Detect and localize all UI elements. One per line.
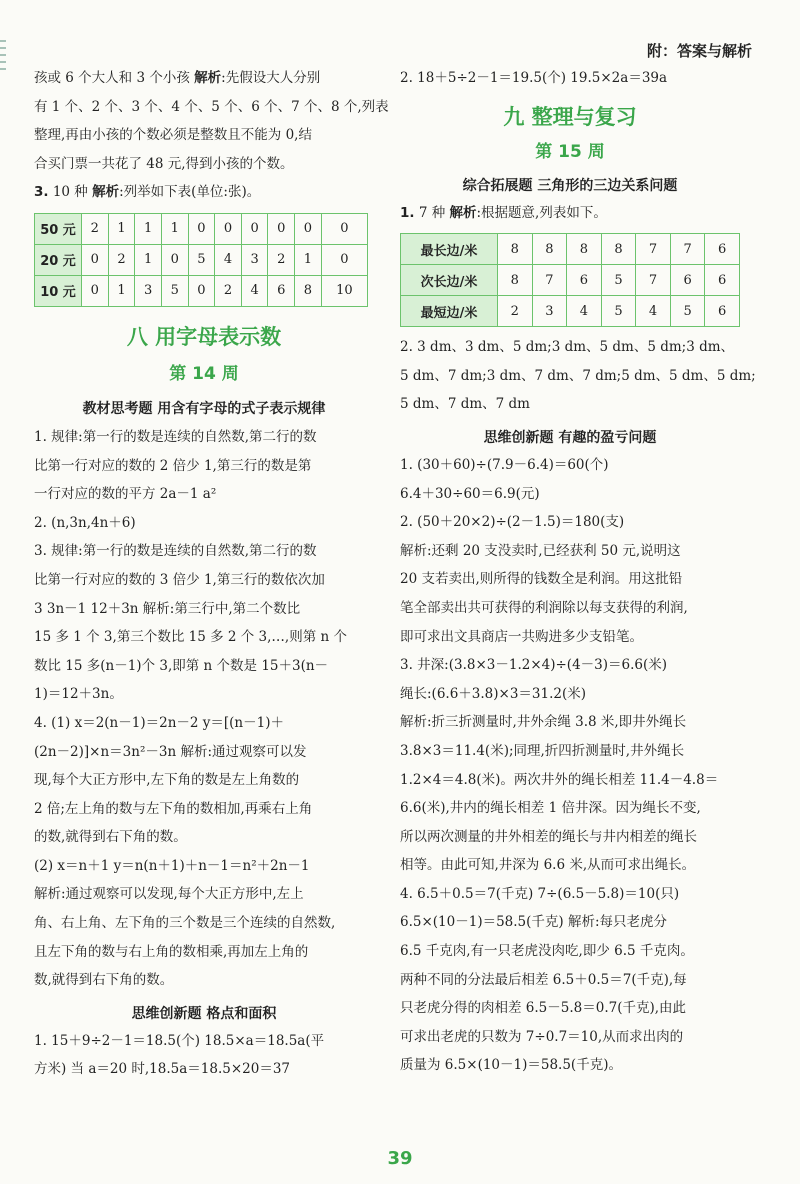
text-line: 的数,就得到右下角的数。 <box>34 829 187 846</box>
table-cell: 0 <box>268 213 295 244</box>
text-line: 质量为 6.5×(10－1)＝58.5(千克)。 <box>400 1057 622 1074</box>
table-cell: 8 <box>567 234 602 265</box>
text-line: 3. 10 种 解析:列举如下表(单位:张)。 <box>34 184 261 201</box>
text-line: 孩或 6 个大人和 3 个小孩 解析:先假设大人分别 <box>34 70 321 86</box>
right-column <box>400 64 756 1080</box>
table-cell: 8 <box>498 234 533 265</box>
text-line: 数,就得到右下角的数。 <box>34 972 174 989</box>
table-cell: 0 <box>241 213 268 244</box>
table-cell: 6 <box>705 265 740 296</box>
table-cell: 1 <box>108 275 135 306</box>
text-line: 相等。由此可知,井深为 6.6 米,从而可求出绳长。 <box>400 857 696 874</box>
table-cell: 2 <box>268 244 295 275</box>
text-line: 2. (50＋20×2)÷(2－1.5)＝180(支) <box>400 514 625 531</box>
table-cell: 2 <box>82 213 109 244</box>
text-line: 比第一行对应的数的 2 倍少 1,第三行的数是第 <box>34 457 312 474</box>
text-line: 6.4＋30÷60＝6.9(元) <box>400 485 540 502</box>
text-line: 2 倍;左上角的数与左下角的数相加,再乘右上角 <box>34 800 313 817</box>
section-title: 思维创新题 格点和面积 <box>131 1005 277 1022</box>
table-cell: 4 <box>567 296 602 327</box>
text-line: 1)＝12＋3n。 <box>34 686 123 703</box>
table-cell: 2 <box>215 275 242 306</box>
text-line: 只老虎分得的肉相差 6.5－5.8＝0.7(千克),由此 <box>400 1000 687 1017</box>
table-cell: 10 <box>321 275 367 306</box>
table-cell: 8 <box>498 265 533 296</box>
table-cell: 1 <box>295 244 322 275</box>
text-line: 6.6(米),井内的绳长相差 1 倍井深。因为绳长不变, <box>400 800 701 817</box>
table-cell: 5 <box>188 244 215 275</box>
text-line: 1.2×4＝4.8(米)。两次井外的绳长相差 11.4－4.8＝ <box>400 771 719 788</box>
page-header: 附：答案与解析 <box>646 42 752 60</box>
text-line: 一行对应的数的平方 2a－1 a² <box>34 486 217 503</box>
table-cell: 1 <box>135 213 162 244</box>
table-cell: 8 <box>295 275 322 306</box>
text-line: 角、右上角、左下角的三个数是三个连续的自然数, <box>34 915 336 932</box>
text-line: 3. 规律:第一行的数是连续的自然数,第二行的数 <box>34 543 317 560</box>
table-row <box>401 296 740 327</box>
text-line: 6.5 千克肉,有一只老虎没肉吃,即少 6.5 千克肉。 <box>400 943 694 960</box>
text-line: 1. 15＋9÷2－1＝18.5(个) 18.5×a＝18.5a(平 <box>34 1032 325 1049</box>
text-line: 2. 18＋5÷2－1＝19.5(个) 19.5×2a＝39a <box>400 70 668 86</box>
table-cell: 0 <box>82 275 109 306</box>
text-line: 15 多 1 个 3,第三个数比 15 多 2 个 3,…,则第 n 个 <box>34 629 347 646</box>
table-cell: 0 <box>321 244 367 275</box>
text-line: 解析:通过观察可以发现,每个大正方形中,左上 <box>34 886 304 903</box>
table-cell: 7 <box>636 234 671 265</box>
table-cell: 8 <box>532 234 567 265</box>
table-cell: 6 <box>705 296 740 327</box>
table-cell: 4 <box>215 244 242 275</box>
table-cell: 5 <box>670 296 705 327</box>
text-line: 所以两次测量的井外相差的绳长与井内相差的绳长 <box>400 828 697 845</box>
text-line: 4. 6.5＋0.5＝7(千克) 7÷(6.5－5.8)＝10(只) <box>400 885 680 902</box>
table-cell: 5 <box>601 296 636 327</box>
section-title: 思维创新题 有趣的盈亏问题 <box>483 429 657 446</box>
unit-title: 八 用字母表示数 <box>126 324 282 349</box>
text-line: (2n－2)]×n＝3n²－3n 解析:通过观察可以发 <box>34 743 307 760</box>
text-line: 3 3n－1 12＋3n 解析:第三行中,第二个数比 <box>34 600 301 617</box>
text-line: 即可求出文具商店一共购进多少支铅笔。 <box>400 628 643 645</box>
table-cell: 0 <box>161 244 188 275</box>
triangle-table <box>400 233 740 327</box>
text-line: 有 1 个、2 个、3 个、4 个、5 个、6 个、7 个、8 个,列表 <box>34 98 389 115</box>
table-cell: 3 <box>532 296 567 327</box>
row-header: 最长边/米 <box>401 234 498 265</box>
text-line: 且左下角的数与右上角的数相乘,再加左上角的 <box>34 943 309 960</box>
text-line: 5 dm、7 dm、7 dm <box>400 396 530 413</box>
text-line: 笔全部卖出共可获得的利润除以每支获得的利润, <box>400 599 688 616</box>
edge-marks <box>0 40 6 80</box>
text-line: 比第一行对应的数的 3 倍少 1,第三行的数依次加 <box>34 571 325 588</box>
right-text-block <box>400 333 756 419</box>
text-line: 1. 规律:第一行的数是连续的自然数,第二行的数 <box>34 428 317 445</box>
table-cell: 6 <box>705 234 740 265</box>
table-cell: 4 <box>241 275 268 306</box>
table-cell: 1 <box>135 244 162 275</box>
table-cell: 7 <box>636 265 671 296</box>
left-text-block-2 <box>34 1027 374 1084</box>
text-line: 4. (1) x＝2(n－1)＝2n－2 y＝[(n－1)＋ <box>34 714 284 731</box>
text-line: 绳长:(6.6＋3.8)×3＝31.2(米) <box>400 685 587 702</box>
table-cell: 2 <box>498 296 533 327</box>
text-line: 解析:折三折测量时,井外余绳 3.8 米,即井外绳长 <box>400 714 687 731</box>
ticket-table <box>34 213 368 307</box>
table-cell: 5 <box>601 265 636 296</box>
table-cell: 5 <box>161 275 188 306</box>
table-cell: 0 <box>215 213 242 244</box>
table-cell: 7 <box>532 265 567 296</box>
row-header: 50 元 <box>35 213 82 244</box>
table-cell: 1 <box>108 213 135 244</box>
text-line: 5 dm、7 dm;3 dm、7 dm、7 dm;5 dm、5 dm、5 dm; <box>400 367 756 384</box>
table-cell: 2 <box>108 244 135 275</box>
text-line: 3. 井深:(3.8×3－1.2×4)÷(4－3)＝6.6(米) <box>400 657 668 674</box>
section-title: 教材思考题 用含有字母的式子表示规律 <box>82 400 326 417</box>
section-title: 综合拓展题 三角形的三边关系问题 <box>462 177 678 194</box>
text-line: 合买门票一共花了 48 元,得到小孩的个数。 <box>34 155 294 172</box>
text-line: 6.5×(10－1)＝58.5(千克) 解析:每只老虎分 <box>400 914 668 931</box>
table-row <box>35 275 368 306</box>
table-row <box>35 244 368 275</box>
text-line: 数比 15 多(n－1)个 3,即第 n 个数是 15＋3(n－ <box>34 657 329 674</box>
table-row <box>401 265 740 296</box>
table-cell: 0 <box>295 213 322 244</box>
text-line: 现,每个大正方形中,左下角的数是左上角数的 <box>34 772 300 789</box>
week-title: 第 14 周 <box>169 363 239 384</box>
table-cell: 7 <box>670 234 705 265</box>
unit-title: 九 整理与复习 <box>503 104 637 129</box>
table-cell: 0 <box>321 213 367 244</box>
text-line: 两种不同的分法最后相差 6.5＋0.5＝7(千克),每 <box>400 971 687 988</box>
text-line: (2) x＝n＋1 y＝n(n＋1)＋n－1＝n²＋2n－1 <box>34 857 310 874</box>
left-column <box>34 64 389 1084</box>
text-line: 2. (n,3n,4n＋6) <box>34 514 136 531</box>
table-cell: 6 <box>567 265 602 296</box>
table-cell: 0 <box>188 275 215 306</box>
table-cell: 3 <box>135 275 162 306</box>
table-cell: 0 <box>82 244 109 275</box>
row-header: 次长边/米 <box>401 265 498 296</box>
text-line: 1. 7 种 解析:根据题意,列表如下。 <box>400 204 607 221</box>
text-line: 方米) 当 a＝20 时,18.5a＝18.5×20＝37 <box>34 1061 290 1078</box>
table-row <box>401 234 740 265</box>
left-text-block <box>34 423 374 995</box>
row-header: 20 元 <box>35 244 82 275</box>
table-cell: 1 <box>161 213 188 244</box>
table-row <box>35 213 368 244</box>
text-line: 2. 3 dm、3 dm、5 dm;3 dm、5 dm、5 dm;3 dm、 <box>400 339 735 356</box>
text-line: 可求出老虎的只数为 7÷0.7＝10,从而求出肉的 <box>400 1028 684 1045</box>
text-line: 20 支若卖出,则所得的钱数全是利润。用这批铅 <box>400 571 683 588</box>
table-cell: 4 <box>636 296 671 327</box>
right-text-block-2 <box>400 451 740 1080</box>
row-header: 最短边/米 <box>401 296 498 327</box>
table-cell: 6 <box>670 265 705 296</box>
page-number: 39 <box>387 1148 413 1169</box>
text-line: 解析:还剩 20 支没卖时,已经获利 50 元,说明这 <box>400 542 681 559</box>
table-cell: 0 <box>188 213 215 244</box>
table-cell: 8 <box>601 234 636 265</box>
table-cell: 3 <box>241 244 268 275</box>
week-title: 第 15 周 <box>535 141 605 162</box>
text-line: 整理,再由小孩的个数必须是整数且不能为 0,结 <box>34 127 312 144</box>
text-line: 3.8×3＝11.4(米);同理,折四折测量时,井外绳长 <box>400 742 685 759</box>
row-header: 10 元 <box>35 275 82 306</box>
table-cell: 6 <box>268 275 295 306</box>
text-line: 1. (30＋60)÷(7.9－6.4)＝60(个) <box>400 456 609 473</box>
